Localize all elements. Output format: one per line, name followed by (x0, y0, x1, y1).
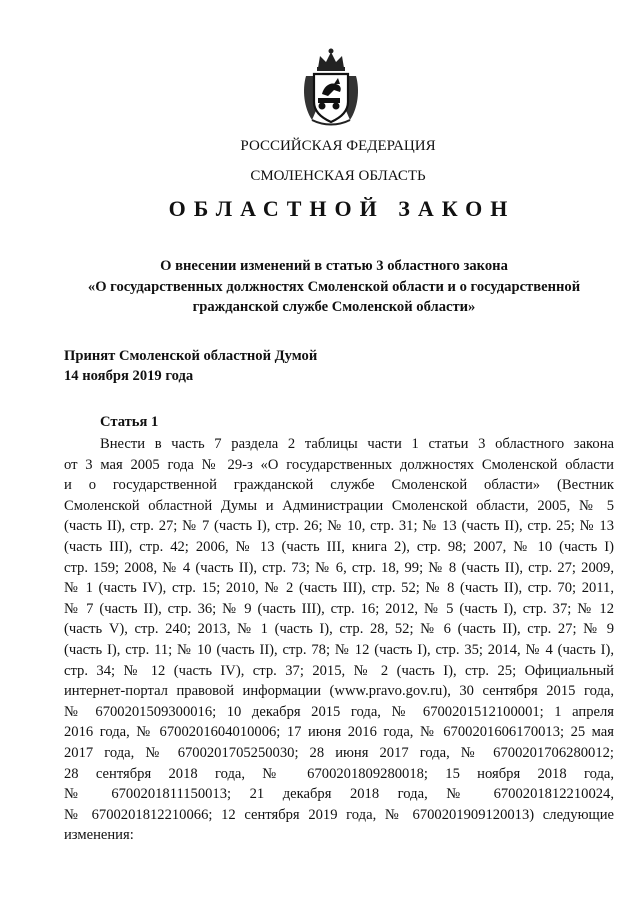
article-text-line: и о государственной гражданской службе Смоленской области» (Вестник (64, 477, 614, 494)
article-text-line: стр. 159; 2008, № 4 (часть II), стр. 73; № 6, стр. 18, 99; № 8 (часть II), стр. 27; 2009, (64, 559, 614, 576)
article-text-line: № 7 (часть II), стр. 36; № 9 (часть III), стр. 16; 2012, № 5 (часть I), стр. 37; № 12 (64, 600, 614, 617)
article-text-line: № 6700201811150013; 21 декабря 2018 года, № 6700201812210024, (64, 786, 614, 803)
adoption-note (64, 346, 317, 386)
article-text-line: 2017 года, № 6700201705250030; 28 июня 2017 года, № 6700201706280012; (64, 744, 614, 761)
article-text-line: (часть V), стр. 240; 2013, № 1 (часть I), стр. 28, 52; № 6 (часть II), стр. 27; № 9 (64, 621, 614, 638)
country-heading: РОССИЙСКАЯ ФЕДЕРАЦИЯ (240, 138, 436, 154)
article-text-line: № 6700201812210066; 12 сентября 2019 года, № 6700201909120013) следующие (64, 806, 614, 823)
article-text-line: стр. 34; № 12 (часть IV), стр. 37; 2015, № 2 (часть I), стр. 25; Официальный (64, 662, 614, 679)
article-text-line: (часть I), стр. 11; № 10 (часть II), стр. 78; № 12 (часть I), стр. 35; 2014, № 4 (часть I), (64, 641, 614, 658)
article-text-line: изменения: (64, 827, 134, 844)
law-title-line: О внесении изменений в статью 3 областного закона (160, 258, 508, 274)
article-text-line: № 1 (часть IV), стр. 15; 2010, № 2 (часть III), стр. 52; № 8 (часть II), стр. 70; 2011, (64, 580, 614, 597)
article-text-line: (часть III), стр. 42; 2006, № 13 (часть III, книга 2), стр. 98; 2007, № 10 (часть I) (64, 538, 614, 555)
article-text-line: Внести в часть 7 раздела 2 таблицы части 1 статьи 3 областного закона (100, 436, 614, 452)
article-text-line: (часть II), стр. 27; № 7 (часть I), стр. 26; № 10, стр. 31; № 13 (часть II), стр. 25; № 13 (64, 518, 614, 535)
article-text-line: Смоленской областной Думы и Администрации Смоленской области, 2005, № 5 (64, 497, 614, 514)
article-text-line: № 6700201509300016; 10 декабря 2015 года, № 6700201512100001; 1 апреля (64, 703, 614, 720)
adoption-date: 14 ноября 2019 года (64, 368, 194, 384)
law-title-line: гражданской службе Смоленской области» (192, 299, 476, 315)
article-text-line: интернет-портал правовой информации (www.pravo.gov.ru), 30 сентября 2015 года, (64, 683, 614, 700)
law-type-heading: ОБЛАСТНОЙ ЗАКОН (168, 196, 516, 221)
article-body (64, 434, 614, 846)
article-heading: Статья 1 (100, 414, 159, 430)
law-title-line: «О государственных должностях Смоленской области и о государственной (87, 279, 581, 295)
article-text-line: 28 сентября 2018 года, № 6700201809280018; 15 ноября 2018 года, (64, 765, 614, 782)
smolensk-coat-of-arms-icon (298, 46, 364, 128)
article-text-line: 2016 года, № 6700201604010006; 17 июня 2016 года, № 6700201606170013; 25 мая (64, 724, 614, 741)
adoption-body: Принят Смоленской областной Думой (64, 348, 318, 364)
article-text-line: от 3 мая 2005 года № 29-з «О государственных должностях Смоленской области (64, 456, 614, 473)
region-heading: СМОЛЕНСКАЯ ОБЛАСТЬ (250, 168, 426, 184)
